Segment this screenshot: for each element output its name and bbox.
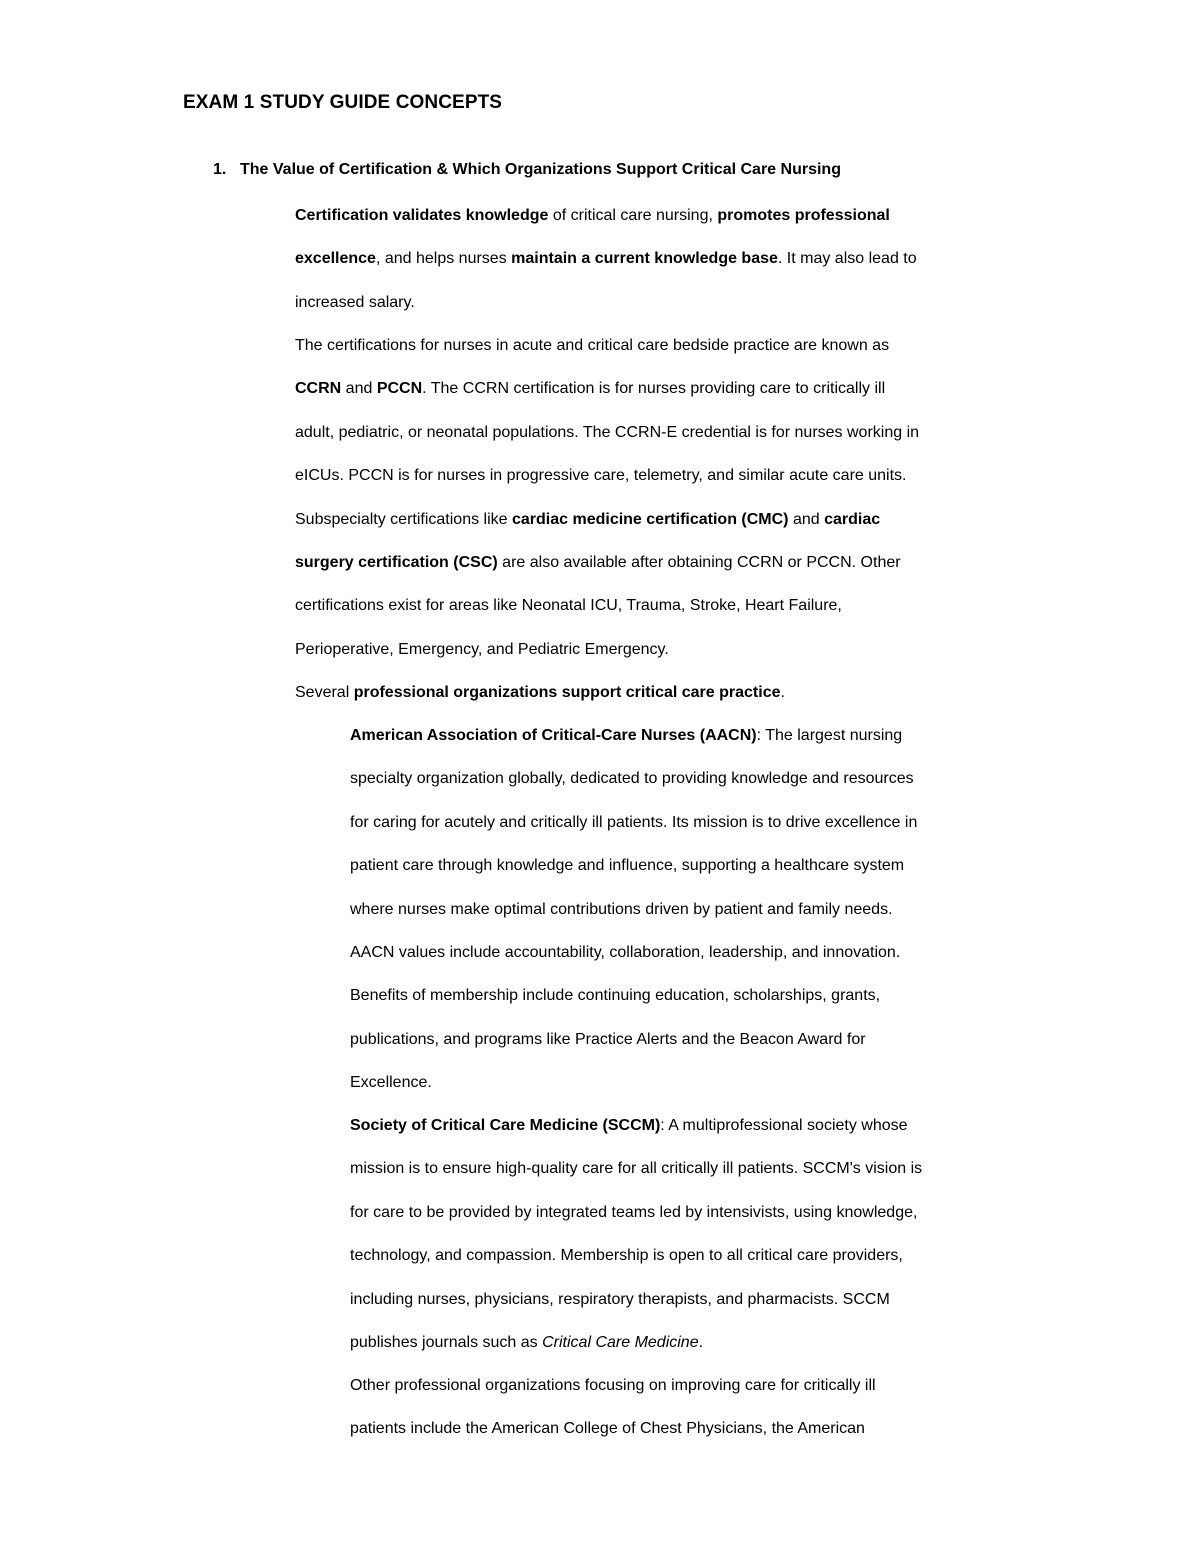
text-line: for care to be provided by integrated teams led by intensivists, using knowledge, [350, 1203, 918, 1221]
other-organizations-paragraph [350, 1364, 1020, 1451]
text-line: adult, pediatric, or neonatal populations. The CCRN-E credential is for nurses working in [295, 423, 920, 441]
bold-text: excellence [295, 250, 376, 268]
bold-text: maintain a current knowledge base [511, 250, 778, 268]
text-line: AACN values include accountability, collaboration, leadership, and innovation. [350, 944, 901, 962]
sccm-paragraph [350, 1104, 1020, 1364]
text-line: Other professional organizations focusing on improving care for critically ill [350, 1377, 876, 1394]
text-line: increased salary. [295, 293, 415, 311]
text-line [295, 498, 1020, 541]
text-line: for caring for acutely and critically ill patients. Its mission is to drive excellence in [350, 813, 918, 831]
text-line [350, 714, 1020, 757]
certification-value-paragraph [295, 194, 1020, 324]
certifications-paragraph [295, 324, 1020, 671]
text-line [295, 194, 1020, 237]
text-run: Several [295, 684, 354, 701]
text-line: publications, and programs like Practice Alerts and the Beacon Award for [350, 1030, 866, 1048]
text-line: where nurses make optimal contributions driven by patient and family needs. [350, 900, 893, 918]
section-heading-text: The Value of Certification & Which Organizations Support Critical Care Nursing [240, 161, 841, 178]
text-run: : A multiprofessional society whose [660, 1117, 908, 1134]
bold-text: promotes professional [717, 207, 890, 224]
text-line: Excellence. [350, 1074, 432, 1092]
bold-text: surgery certification (CSC) [295, 554, 498, 572]
text-line [350, 1321, 1020, 1364]
text-run: . It may also lead to [777, 250, 917, 268]
organizations-intro-paragraph [295, 671, 1020, 714]
bold-text: cardiac [824, 510, 881, 528]
text-line: The certifications for nurses in acute and critical care bedside practice are known as [295, 337, 890, 354]
bold-text: PCCN [376, 380, 423, 398]
text-line: mission is to ensure high-quality care for all critically ill patients. SCCM's vision is [350, 1160, 923, 1178]
text-line [295, 541, 1020, 584]
text-line: patients include the American College of Chest Physicians, the American [350, 1420, 865, 1438]
text-line: Benefits of membership include continuing education, scholarships, grants, [350, 987, 881, 1005]
text-line: Perioperative, Emergency, and Pediatric Emergency. [295, 640, 669, 658]
bold-text: Certification validates knowledge [295, 207, 549, 224]
text-line: patient care through knowledge and influence, supporting a healthcare system [350, 857, 905, 875]
text-run: and [788, 510, 825, 528]
text-line: eICUs. PCCN is for nurses in progressive care, telemetry, and similar acute care units. [295, 467, 907, 485]
text-line [295, 237, 1020, 280]
text-line: certifications exist for areas like Neonatal ICU, Trauma, Stroke, Heart Failure, [295, 597, 842, 615]
section-heading [213, 161, 841, 179]
text-run: , and helps nurses [375, 250, 512, 268]
bold-text: Society of Critical Care Medicine (SCCM) [350, 1117, 661, 1134]
document-title: EXAM 1 STUDY GUIDE CONCEPTS [183, 92, 503, 113]
text-line [295, 367, 1020, 410]
bold-text: American Association of Critical-Care Nurses (AACN) [350, 727, 757, 744]
italic-text: Critical Care Medicine [542, 1334, 699, 1352]
text-line [350, 1104, 1020, 1147]
text-run: Subspecialty certifications like [295, 510, 512, 528]
text-run: are also available after obtaining CCRN or PCCN. Other [497, 554, 901, 572]
text-run: : The largest nursing [756, 727, 903, 744]
text-line: including nurses, physicians, respiratory therapists, and pharmacists. SCCM [350, 1290, 890, 1308]
text-run: and [341, 380, 377, 398]
bold-text: CCRN [295, 380, 342, 398]
text-run: of critical care nursing, [548, 207, 718, 224]
bold-text: cardiac medicine certification (CMC) [511, 510, 789, 528]
section-number: 1. [213, 161, 227, 178]
text-run: . [698, 1334, 704, 1352]
text-line: specialty organization globally, dedicated to providing knowledge and resources [350, 770, 914, 788]
text-run: . [780, 684, 785, 701]
text-run: publishes journals such as [350, 1334, 543, 1352]
text-line: technology, and compassion. Membership is open to all critical care providers, [350, 1247, 903, 1265]
aacn-paragraph [350, 714, 1020, 1105]
text-line [295, 671, 1020, 714]
text-run: . The CCRN certification is for nurses providing care to critically ill [422, 380, 886, 398]
bold-text: professional organizations support critical care practice [353, 684, 781, 701]
